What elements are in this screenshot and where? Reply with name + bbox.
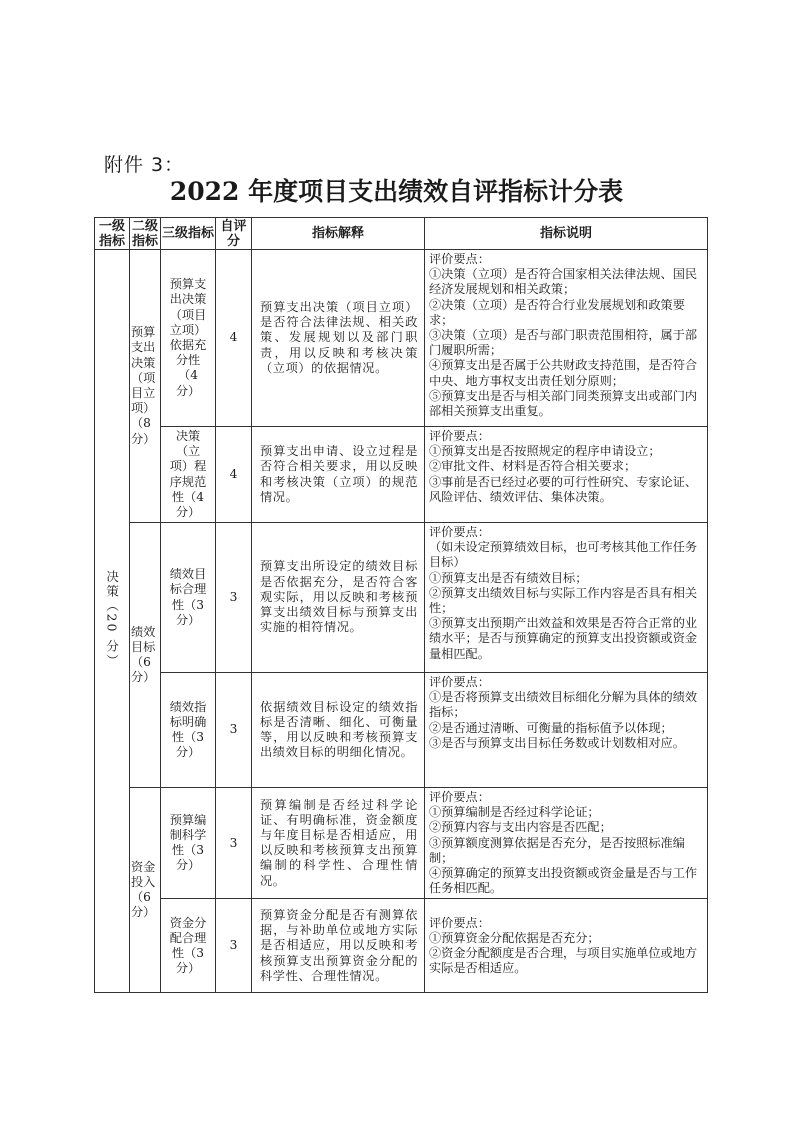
explanation-cell: 预算支出申请、设立过程是否符合相关要求，用以反映和考核决策（立项）的规范情况。 <box>252 427 425 523</box>
description-line: ①预算编制是否经过科学论证； <box>429 805 600 820</box>
description-cell <box>425 899 708 993</box>
description-line: ③是否与预算支出目标任务数或计划数相对应。 <box>429 735 685 750</box>
attachment-label: 附件 3： <box>104 154 185 176</box>
description-line: ②决策（立项）是否符合行业发展规划和政策要求； <box>429 297 685 327</box>
page-title: 2022 年度项目支出绩效自评指标计分表 <box>169 177 624 206</box>
description-line: ④预算支出是否属于公共财政支持范围，是否符合中央、地方事权支出责任划分原则； <box>429 358 698 388</box>
table-row <box>95 899 708 993</box>
level3-cell: 绩效目标合理性（3 分） <box>161 523 216 673</box>
description-line: （如未设定预算绩效目标，也可考核其他工作任务目标） <box>429 540 698 570</box>
table-row <box>95 788 708 899</box>
score-cell: 3 <box>216 899 252 993</box>
level2-cell: 资金投入（6 分） <box>130 788 161 993</box>
description-cell <box>425 250 708 427</box>
score-cell: 4 <box>216 427 252 523</box>
level1-label: 决策（20 分） <box>104 569 120 669</box>
table-row <box>95 427 708 523</box>
description-line: ②审批文件、材料是否符合相关要求； <box>429 459 637 474</box>
description-line: ②预算支出绩效目标与实际工作内容是否具有相关性； <box>429 585 698 616</box>
description-cell <box>425 427 708 523</box>
score-cell: 3 <box>216 788 252 899</box>
score-cell: 3 <box>216 523 252 673</box>
level3-cell: 预算支出决策（项目立项）依据充分性（4 分） <box>161 250 216 427</box>
description-line: 评价要点： <box>429 525 490 539</box>
explanation-cell: 预算支出决策（项目立项）是否符合法律法规、相关政策、发展规划以及部门职责，用以反映和考核决策（立项）的依据情况。 <box>252 250 425 427</box>
level2-cell: 预算支出决策（项目立项）（8 分） <box>130 250 161 523</box>
explanation-cell: 依据绩效目标设定的绩效指标是否清晰、细化、可衡量等，用以反映和考核预算支出绩效目标的明细化情况。 <box>252 673 425 788</box>
level3-cell: 资金分配合理性（3 分） <box>161 899 216 993</box>
description-line: 评价要点： <box>429 252 490 266</box>
description-line: ③事前是否已经过必要的可行性研究、专家论证、风险评估、绩效评估、集体决策。 <box>429 474 698 504</box>
description-line: ①预算资金分配依据是否充分； <box>429 930 600 945</box>
description-line: 评价要点： <box>429 790 490 804</box>
description-cell <box>425 523 708 673</box>
level3-cell: 预算编制科学性（3 分） <box>161 788 216 899</box>
level1-cell <box>95 250 130 993</box>
table-header-row <box>95 218 708 250</box>
description-line: 评价要点： <box>429 429 490 443</box>
level2-cell: 绩效目标（6 分） <box>130 523 161 788</box>
table-row <box>95 250 708 427</box>
header-level3: 三级指标 <box>161 218 216 250</box>
header-level1: 一级指标 <box>95 218 130 250</box>
indicator-score-table <box>94 217 708 993</box>
description-cell <box>425 788 708 899</box>
table-row <box>95 673 708 788</box>
description-line: ②资金分配额度是否合理，与项目实施单位或地方实际是否相适应。 <box>429 945 698 976</box>
explanation-cell: 预算支出所设定的绩效目标是否依据充分，是否符合客观实际，用以反映和考核预算支出绩效目标与预算支出实施的相符情况。 <box>252 523 425 673</box>
description-line: ①预算支出是否按照规定的程序申请设立； <box>429 444 661 459</box>
description-line: ①是否将预算支出绩效目标细化分解为具体的绩效指标； <box>429 690 698 720</box>
description-line: ④预算确定的预算支出投资额或资金量是否与工作任务相匹配。 <box>429 866 698 896</box>
explanation-cell: 预算资金分配是否有测算依据，与补助单位或地方实际是否相适应，用以反映和考核预算支出预算资金分配的科学性、合理性情况。 <box>252 899 425 993</box>
description-line: ③预算额度测算依据是否充分，是否按照标准编制； <box>429 835 685 865</box>
header-description: 指标说明 <box>425 218 708 250</box>
level3-cell: 决策（立项）程序规范性（4 分） <box>161 427 216 523</box>
description-line: ②预算内容与支出内容是否匹配； <box>429 820 612 835</box>
description-line: ③决策（立项）是否与部门职责范围相符，属于部门履职所需； <box>429 328 698 358</box>
score-cell: 4 <box>216 250 252 427</box>
explanation-cell: 预算编制是否经过科学论证、有明确标准，资金额度与年度目标是否相适应，用以反映和考核预算支出预算编制的科学性、合理性情况。 <box>252 788 425 899</box>
description-cell <box>425 673 708 788</box>
description-line: ①预算支出是否有绩效目标； <box>429 570 588 585</box>
description-line: ②是否通过清晰、可衡量的指标值予以体现； <box>429 720 673 735</box>
level3-cell: 绩效指标明确性（3 分） <box>161 673 216 788</box>
description-line: ⑤预算支出是否与相关部门同类预算支出或部门内部相关预算支出重复。 <box>429 388 698 419</box>
description-line: ①决策（立项）是否符合国家相关法律法规、国民经济发展规划和相关政策； <box>429 267 698 297</box>
header-score: 自评分 <box>216 218 252 250</box>
description-line: ③预算支出预期产出效益和效果是否符合正常的业绩水平；是否与预算确定的预算支出投资额或资金量相匹配。 <box>429 616 698 661</box>
table-row <box>95 523 708 673</box>
header-level2: 二级指标 <box>130 218 161 250</box>
score-cell: 3 <box>216 673 252 788</box>
header-explanation: 指标解释 <box>252 218 425 250</box>
description-line: 评价要点： <box>429 915 490 930</box>
description-line: 评价要点： <box>429 675 490 689</box>
